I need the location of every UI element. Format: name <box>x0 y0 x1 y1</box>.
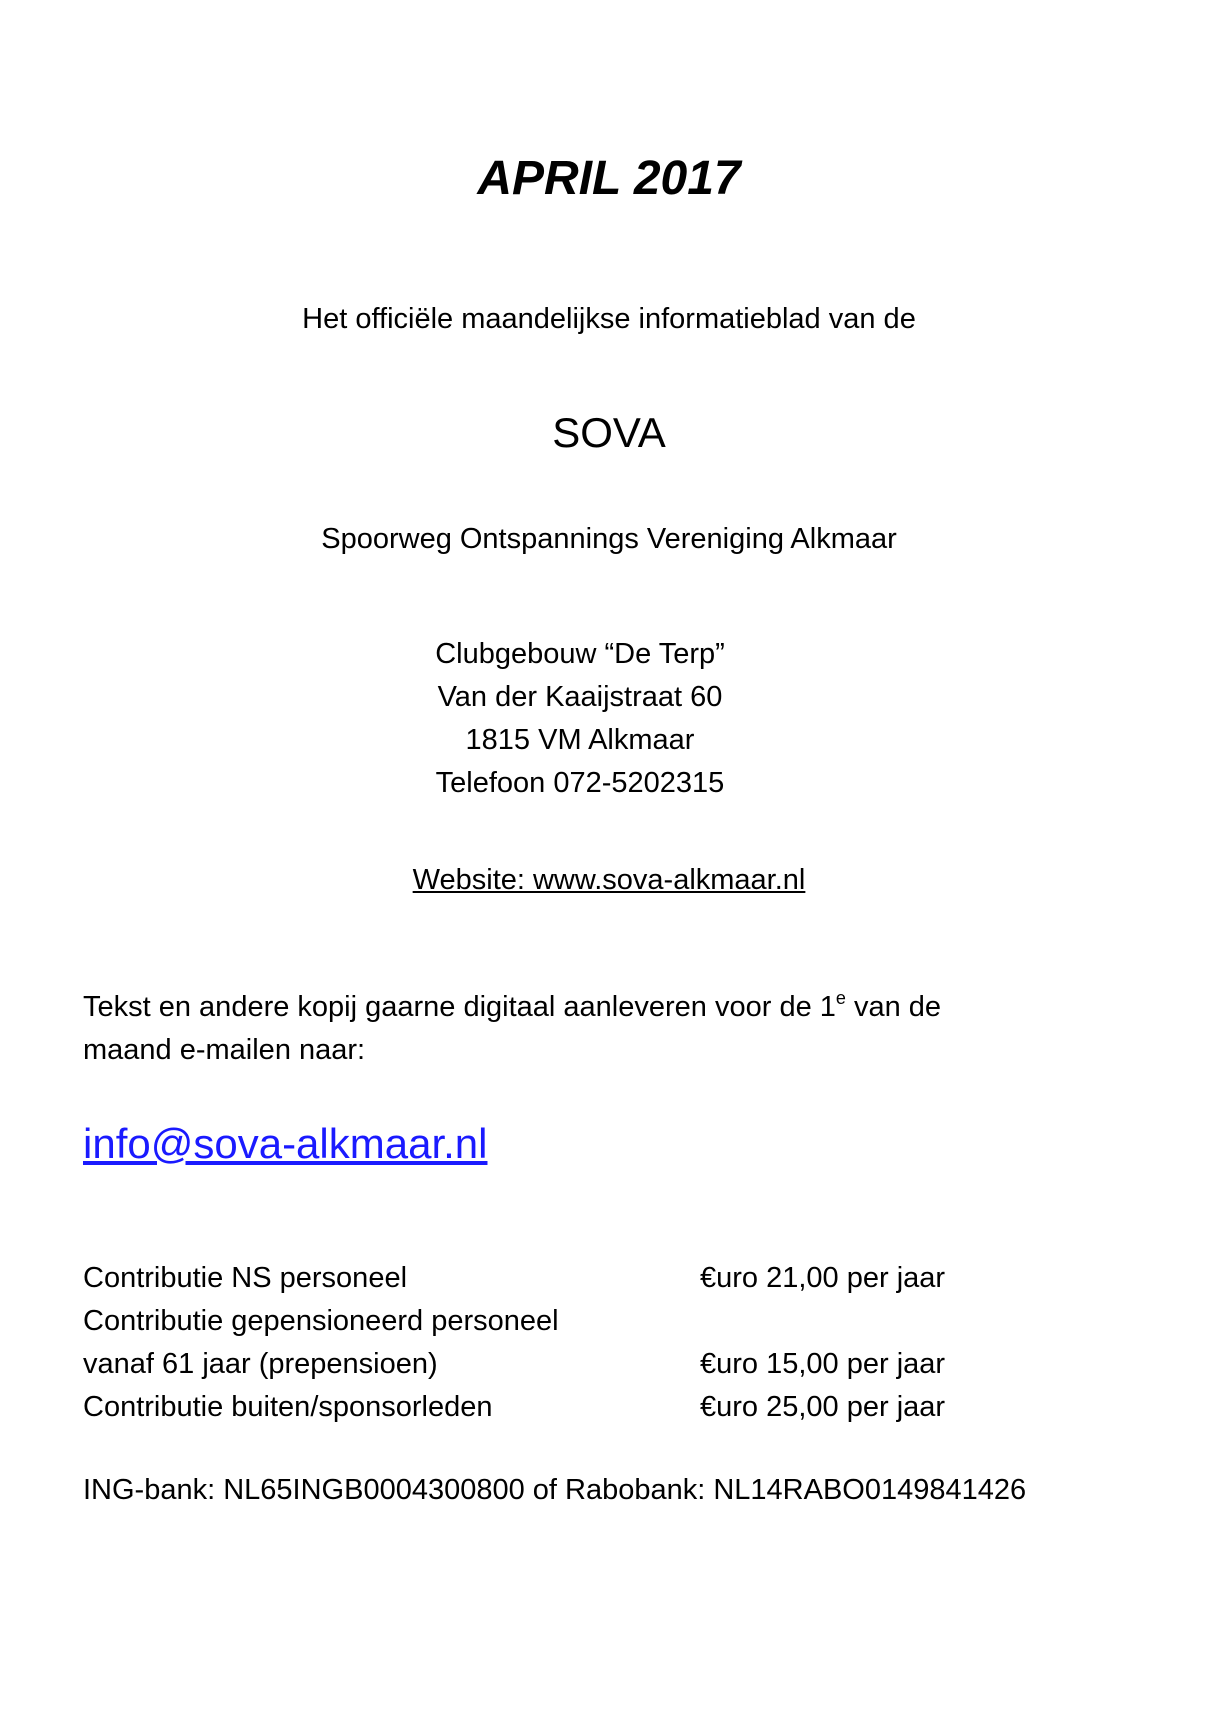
copy-notice-text-b: van de <box>845 991 942 1023</box>
address-phone: Telefoon 072-5202315 <box>435 767 725 799</box>
fee-amount: €uro 21,00 per jaar <box>700 1262 946 1294</box>
address-building: Clubgebouw “De Terp” <box>435 638 725 670</box>
website-link[interactable]: Website: www.sova-alkmaar.nl <box>412 864 806 896</box>
address-street: Van der Kaaijstraat 60 <box>437 681 723 713</box>
copy-notice-superscript: e <box>835 988 846 1008</box>
fee-row <box>83 1393 1083 1427</box>
copy-notice-text-a: Tekst en andere kopij gaarne digitaal aanleveren voor de 1 <box>83 991 836 1023</box>
fee-amount: €uro 25,00 per jaar <box>700 1391 946 1423</box>
copy-notice-line2: maand e-mailen naar: <box>83 1034 366 1066</box>
fee-label: vanaf 61 jaar (prepensioen) <box>83 1348 438 1380</box>
email-link[interactable]: info@sova-alkmaar.nl <box>83 1120 488 1167</box>
address-city: 1815 VM Alkmaar <box>465 724 695 756</box>
fee-row <box>83 1350 1083 1384</box>
org-short-name: SOVA <box>552 409 666 456</box>
page-title: APRIL 2017 <box>477 152 741 205</box>
org-full-name: Spoorweg Ontspannings Vereniging Alkmaar <box>321 523 897 555</box>
fee-label: Contributie buiten/sponsorleden <box>83 1391 493 1423</box>
fee-label: Contributie gepensioneerd personeel <box>83 1305 559 1337</box>
copy-notice-line1 <box>83 988 942 1023</box>
subtitle: Het officiële maandelijkse informatieblad van de <box>302 303 916 335</box>
fee-row <box>83 1264 1083 1298</box>
fee-row <box>83 1307 1083 1341</box>
fee-amount: €uro 15,00 per jaar <box>700 1348 946 1380</box>
fee-label: Contributie NS personeel <box>83 1262 408 1294</box>
bank-accounts: ING-bank: NL65INGB0004300800 of Rabobank: NL14RABO0149841426 <box>83 1474 1027 1506</box>
